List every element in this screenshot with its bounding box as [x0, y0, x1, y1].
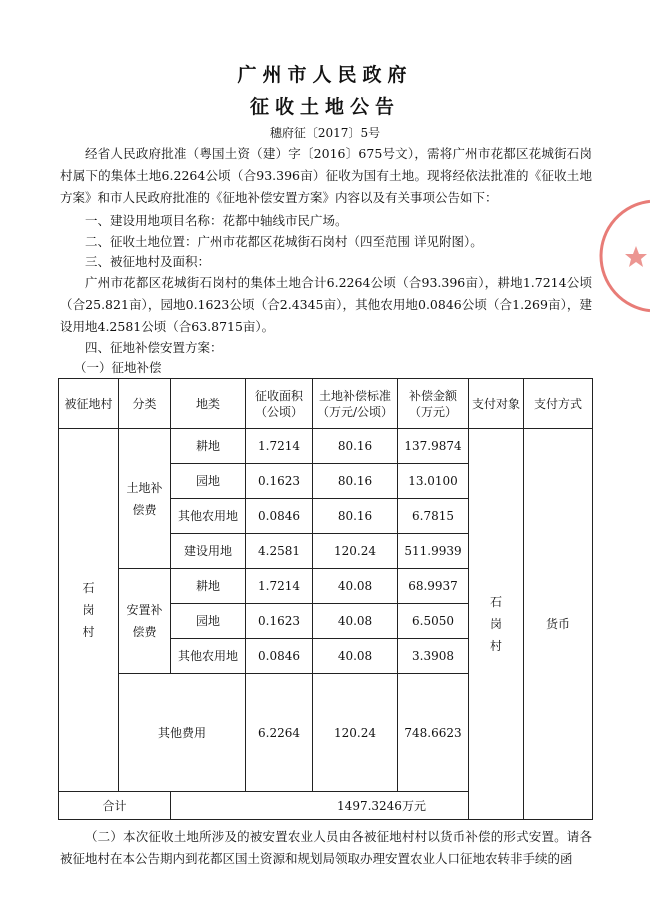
method-cell: 货币 [524, 429, 593, 820]
area: 1.7214 [246, 429, 313, 464]
payee: 石岗村 [490, 595, 503, 653]
area: 0.0846 [246, 499, 313, 534]
total-label: 合计 [59, 792, 171, 820]
area: 0.0846 [246, 639, 313, 674]
header-cell: 征收面积（公顷） [246, 379, 313, 429]
item-1: 一、建设用地项目名称：花都中轴线市民广场。 [85, 213, 348, 228]
group-cell [119, 569, 171, 674]
header-cell: 支付方式 [524, 379, 593, 429]
official-seal [598, 198, 650, 314]
standard: 40.08 [313, 604, 398, 639]
area: 0.1623 [246, 464, 313, 499]
subsection-1: （一）征地补偿 [74, 360, 162, 375]
total-value: 1497.3246万元 [171, 792, 593, 820]
group-land-compensation: 土地补偿费 [126, 480, 163, 517]
standard: 80.16 [313, 429, 398, 464]
header-cell: 土地补偿标准（万元/公顷） [313, 379, 398, 429]
amount: 6.5050 [398, 604, 469, 639]
table-header-row [59, 379, 593, 429]
item-3: 三、被征地村及面积： [85, 254, 211, 269]
header-cell: 被征地村 [59, 379, 119, 429]
government-title: 广州市人民政府 [237, 64, 413, 86]
land-type: 园地 [171, 604, 246, 639]
other-fees-label: 其他费用 [119, 674, 246, 792]
village-name: 石岗村 [82, 581, 95, 639]
item-3-detail: 广州市花都区花城街石岗村的集体土地合计6.2264公顷（合93.396亩），耕地1.7214公顷（合25.821亩），园地0.1623公顷（合2.4345亩），其他农用地0.0846公顷（合1.269亩），建设用地4.2581公顷（合63.8715亩）。 [60, 275, 592, 334]
standard: 120.24 [313, 534, 398, 569]
area: 1.7214 [246, 569, 313, 604]
group-cell [119, 429, 171, 569]
standard: 80.16 [313, 499, 398, 534]
item-4: 四、征地补偿安置方案： [85, 340, 223, 355]
land-type: 耕地 [171, 569, 246, 604]
table-row-total [59, 792, 593, 820]
area: 0.1623 [246, 604, 313, 639]
amount: 68.9937 [398, 569, 469, 604]
land-type: 耕地 [171, 429, 246, 464]
seal-star-icon [625, 246, 647, 267]
header-cell: 补偿金额（万元） [398, 379, 469, 429]
document-number: 穗府征〔2017〕5号 [269, 126, 381, 140]
payee-cell [469, 429, 524, 820]
amount: 6.7815 [398, 499, 469, 534]
compensation-table [58, 378, 593, 820]
area: 4.2581 [246, 534, 313, 569]
notice-title: 征收土地公告 [249, 96, 400, 118]
land-type: 其他农用地 [171, 499, 246, 534]
amount: 748.6623 [398, 674, 469, 792]
header-cell: 支付对象 [469, 379, 524, 429]
group-resettlement-compensation: 安置补偿费 [126, 603, 163, 639]
area: 6.2264 [246, 674, 313, 792]
land-type: 园地 [171, 464, 246, 499]
land-type: 建设用地 [171, 534, 246, 569]
standard: 120.24 [313, 674, 398, 792]
village-cell [59, 429, 119, 792]
intro-paragraph: 经省人民政府批准（粤国土资（建）字〔2016〕675号文），需将广州市花都区花城街石岗村属下的集体土地6.2264公顷（合93.396亩）征收为国有土地。现将经依法批准的《征收土地方案》和市人民政府批准的《征地补偿安置方案》内容以及有关事项公告如下： [60, 146, 592, 205]
standard: 40.08 [313, 569, 398, 604]
amount: 511.9939 [398, 534, 469, 569]
land-type: 其他农用地 [171, 639, 246, 674]
table-row [59, 429, 593, 464]
amount: 13.0100 [398, 464, 469, 499]
standard: 40.08 [313, 639, 398, 674]
header-cell: 分类 [119, 379, 171, 429]
subsection-2: （二）本次征收土地所涉及的被安置农业人员由各被征地村村以货币补偿的形式安置。请各被征地村在本公告期内到花都区国土资源和规划局领取办理安置农业人口征地农转非手续的函 [60, 829, 592, 866]
amount: 3.3908 [398, 639, 469, 674]
amount: 137.9874 [398, 429, 469, 464]
item-2: 二、征收土地位置：广州市花都区花城街石岗村（四至范围 详见附图）。 [85, 234, 483, 249]
header-cell: 地类 [171, 379, 246, 429]
standard: 80.16 [313, 464, 398, 499]
